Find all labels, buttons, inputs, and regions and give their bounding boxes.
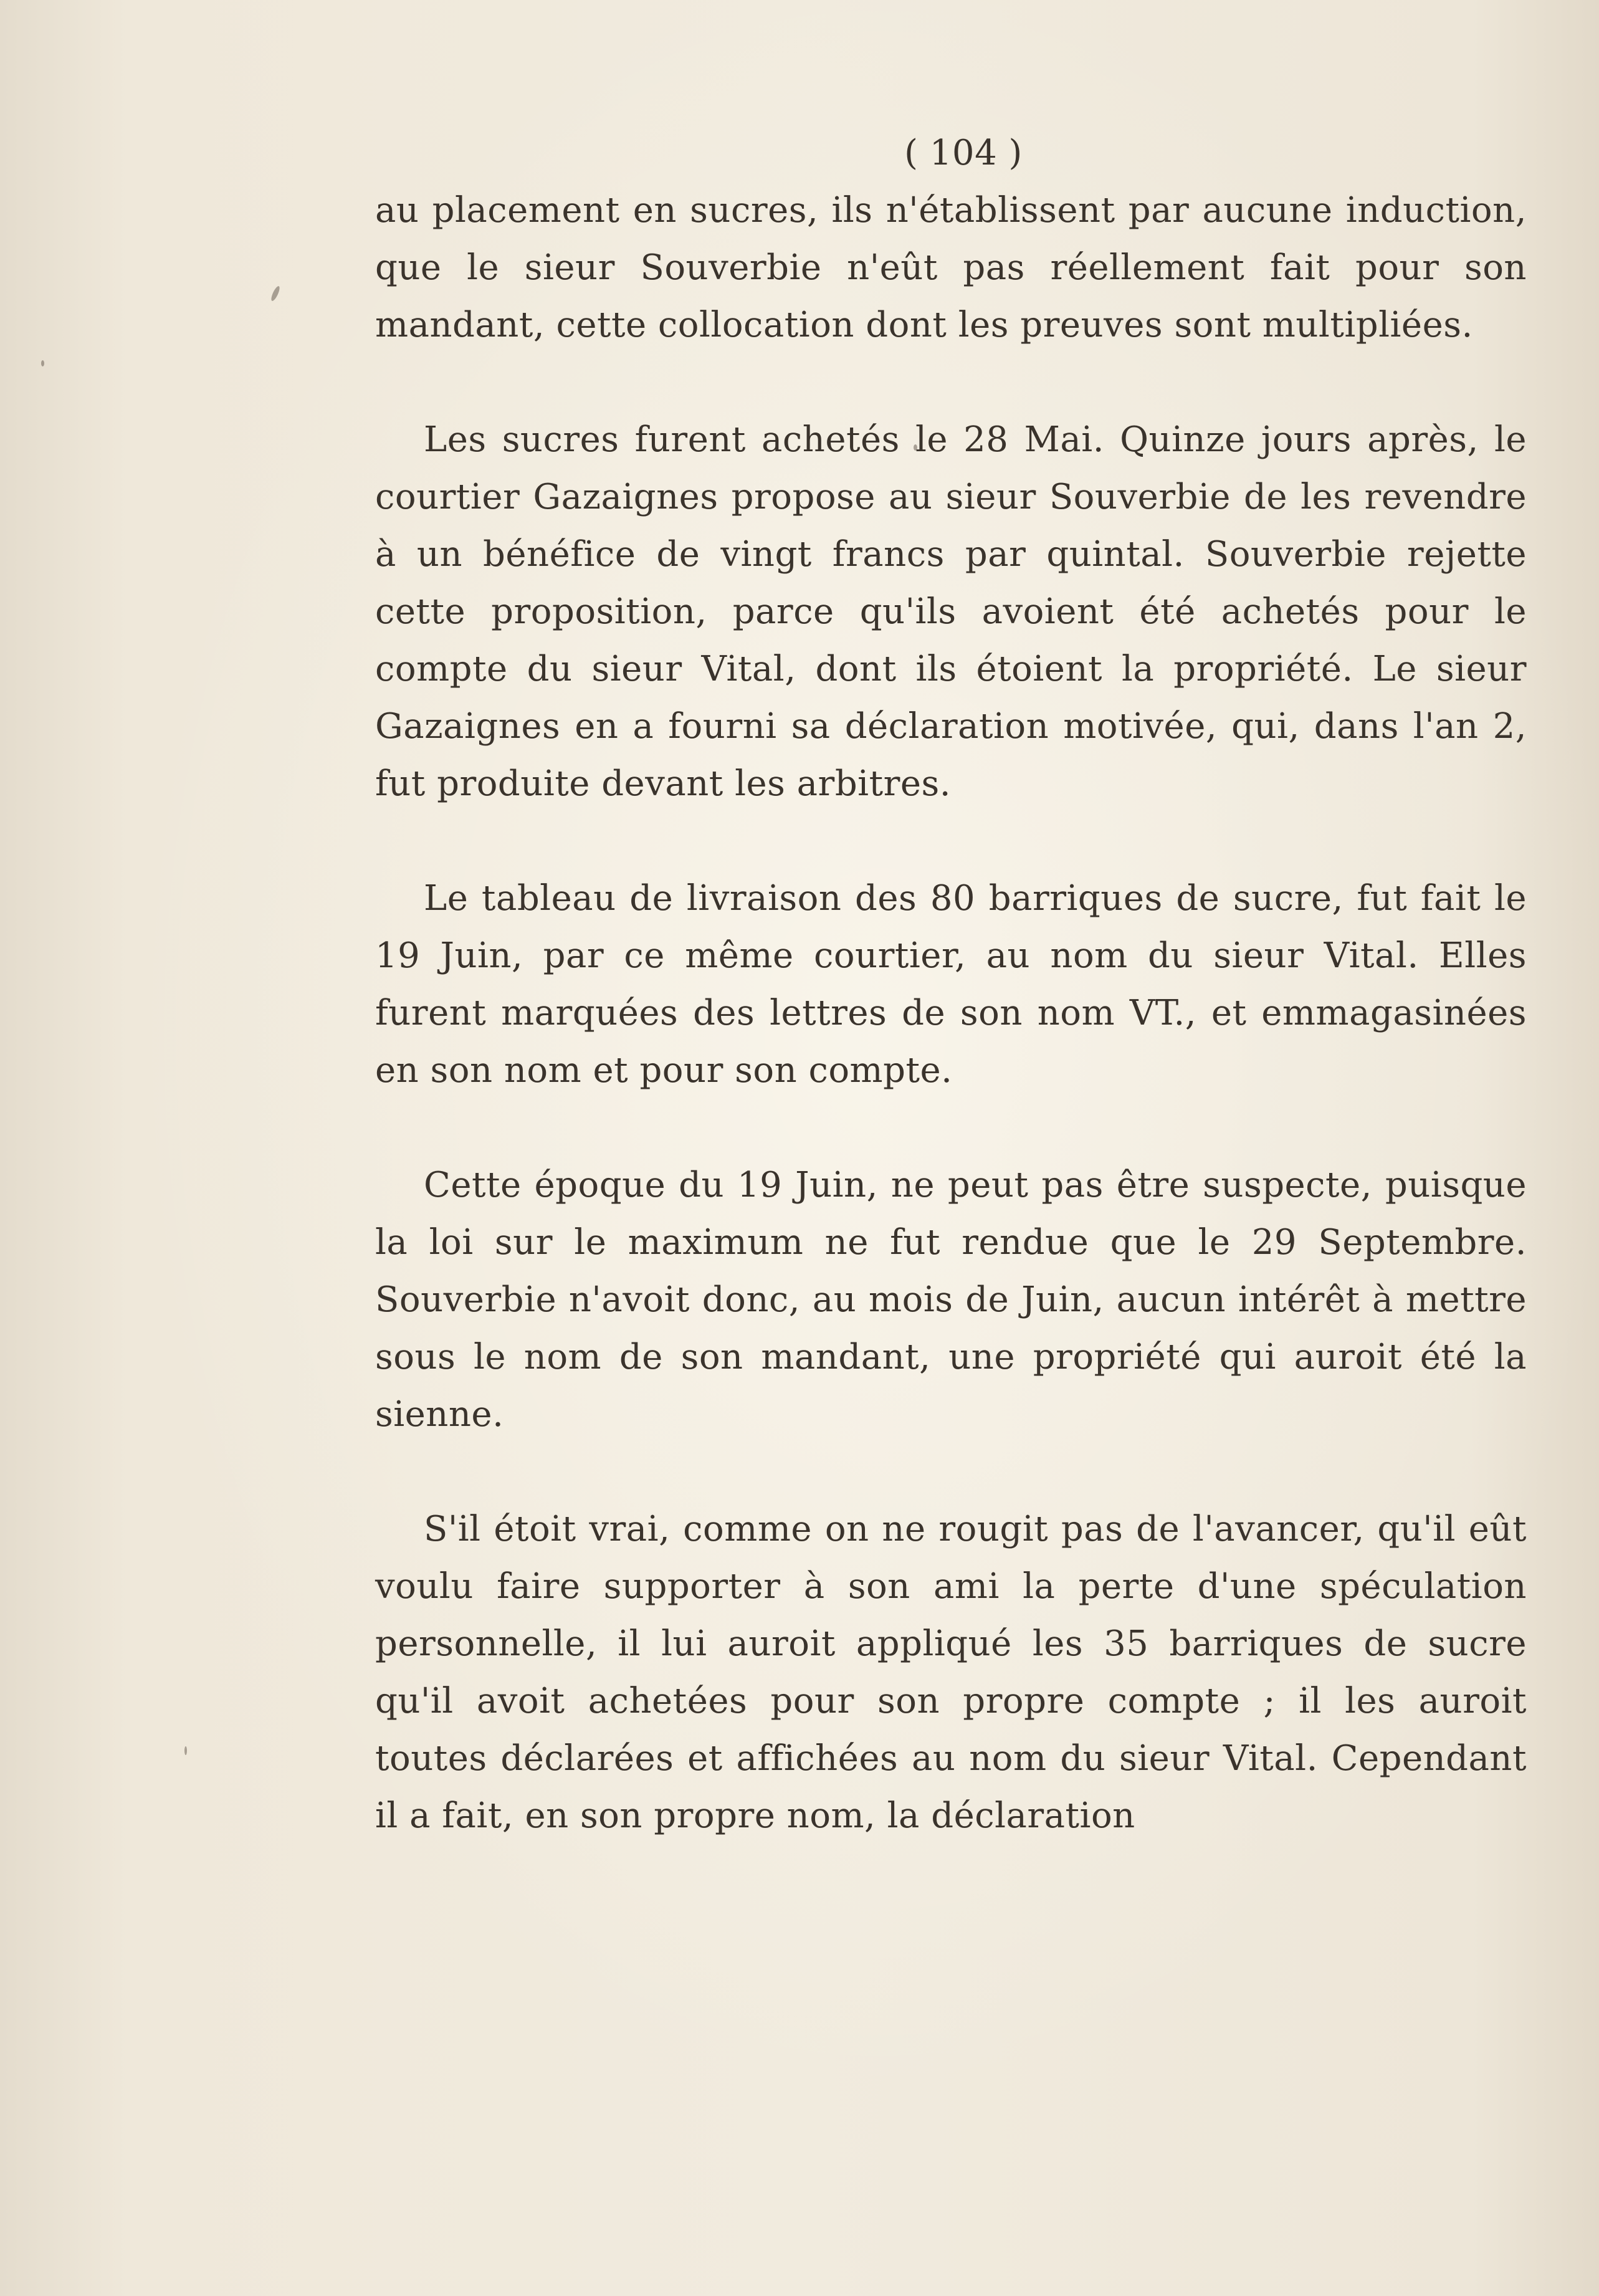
- paragraph-4: Cette époque du 19 Juin, ne peut pas être suspecte, puisque la loi sur le maximum ne fut rendue que le 29 Septembre. Souverbie n'avoit donc, au mois de Juin, aucun intérêt à mettre sous le nom de son mandant, une propriété qui auroit été la sienne.: [375, 1165, 1527, 1435]
- ink-speck: [41, 360, 44, 366]
- ink-speck: [184, 1746, 187, 1755]
- paragraph-1: au placement en sucres, ils n'établissent par aucune induction, que le sieur Souverbie n'eût pas réellement fait pour son mandant, cette collocation dont les preuves sont multipliées.: [375, 190, 1527, 345]
- page-number: ( 104 ): [904, 133, 1023, 173]
- paragraph-2: Les sucres furent achetés le 28 Mai. Quinze jours après, le courtier Gazaignes propose au sieur Souverbie de les revendre à un bénéfice de vingt francs par quintal. Souverbie rejette cette proposition, parce qu'ils avoient été achetés pour le compte du sieur Vital, dont ils étoient la propriété. Le sieur Gazaignes en a fourni sa déclaration motivée, qui, dans l'an 2, fut produite devant les arbitres.: [375, 419, 1527, 804]
- paragraph-3: Le tableau de livraison des 80 barriques de sucre, fut fait le 19 Juin, par ce même courtier, au nom du sieur Vital. Elles furent marquées des lettres de son nom VT., et emmagasinées en son nom et pour son compte.: [375, 878, 1527, 1091]
- paragraph-5: S'il étoit vrai, comme on ne rougit pas de l'avancer, qu'il eût voulu faire supporter à son ami la perte d'une spéculation personnelle, il lui auroit appliqué les 35 barriques de sucre qu'il avoit achetées pour son propre compte ; il les auroit toutes déclarées et affichées au nom du sieur Vital. Cependant il a fait, en son propre nom, la déclaration: [375, 1509, 1527, 1836]
- ink-speck: [270, 285, 281, 302]
- page-text: [375, 125, 1527, 1845]
